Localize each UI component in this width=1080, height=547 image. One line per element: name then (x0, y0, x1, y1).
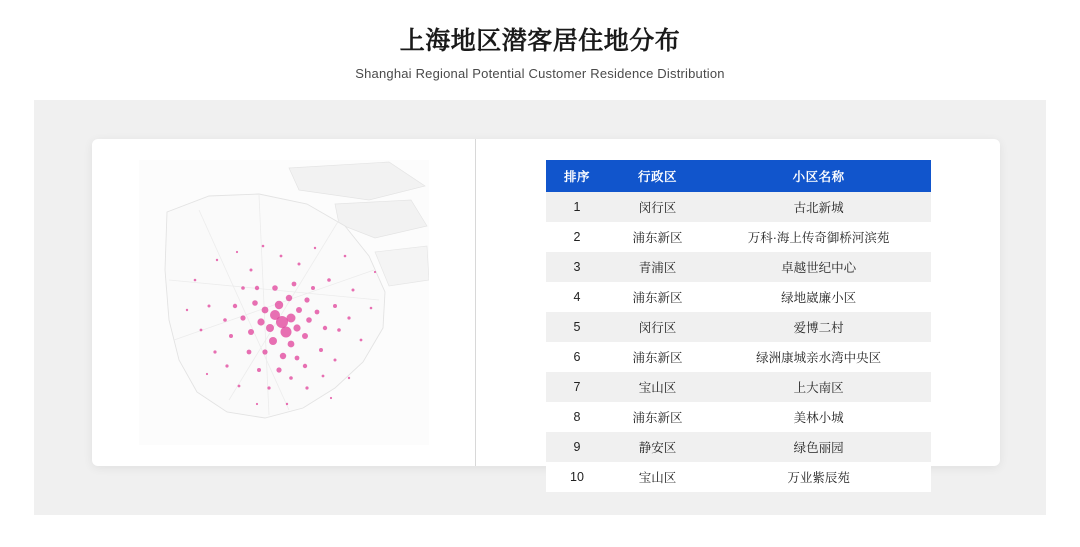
cell-rank: 3 (546, 252, 609, 282)
cell-community: 万业紫辰苑 (707, 462, 931, 492)
map-pane (92, 139, 476, 466)
cell-community: 古北新城 (707, 192, 931, 222)
cell-rank: 1 (546, 192, 609, 222)
page-title: 上海地区潜客居住地分布 (399, 27, 681, 55)
cell-community: 爱博二村 (707, 312, 931, 342)
table-body (546, 192, 931, 492)
cell-community: 绿洲康城亲水湾中央区 (707, 342, 931, 372)
cell-community: 绿地崴廉小区 (707, 282, 931, 312)
cell-rank: 4 (546, 282, 609, 312)
table-row (546, 222, 931, 252)
column-header-rank: 排序 (546, 160, 609, 192)
page-header (0, 0, 1080, 81)
cell-community: 上大南区 (707, 372, 931, 402)
ranking-table-pane (476, 139, 1000, 485)
column-header-district: 行政区 (608, 160, 706, 192)
cell-rank: 6 (546, 342, 609, 372)
cell-district: 闵行区 (608, 312, 706, 342)
cell-district: 浦东新区 (608, 402, 706, 432)
column-header-community: 小区名称 (707, 160, 931, 192)
table-row (546, 432, 931, 462)
table-row (546, 312, 931, 342)
cell-rank: 7 (546, 372, 609, 402)
ranking-table (546, 160, 931, 492)
page-subtitle: Shanghai Regional Potential Customer Residence Distribution (355, 66, 725, 82)
map-svg (139, 160, 429, 445)
cell-district: 浦东新区 (608, 222, 706, 252)
table-row (546, 342, 931, 372)
table-header-row (546, 160, 931, 192)
content-card (92, 139, 1000, 485)
cell-rank: 10 (546, 462, 609, 492)
table-row (546, 192, 931, 222)
cell-district: 静安区 (608, 432, 706, 462)
cell-district: 宝山区 (608, 372, 706, 402)
cell-rank: 2 (546, 222, 609, 252)
density-map[interactable] (139, 160, 429, 445)
table-row (546, 252, 931, 282)
cell-district: 闵行区 (608, 192, 706, 222)
cell-district: 浦东新区 (608, 342, 706, 372)
cell-rank: 5 (546, 312, 609, 342)
cell-community: 美林小城 (707, 402, 931, 432)
cell-district: 青浦区 (608, 252, 706, 282)
table-head (546, 160, 931, 192)
cell-community: 绿色丽园 (707, 432, 931, 462)
table-row (546, 282, 931, 312)
cell-community: 卓越世纪中心 (707, 252, 931, 282)
cell-community: 万科·海上传奇御桥河滨苑 (707, 222, 931, 252)
table-row (546, 372, 931, 402)
cell-district: 浦东新区 (608, 282, 706, 312)
table-row (546, 402, 931, 432)
cell-rank: 8 (546, 402, 609, 432)
cell-district: 宝山区 (608, 462, 706, 492)
cell-rank: 9 (546, 432, 609, 462)
table-row (546, 462, 931, 492)
